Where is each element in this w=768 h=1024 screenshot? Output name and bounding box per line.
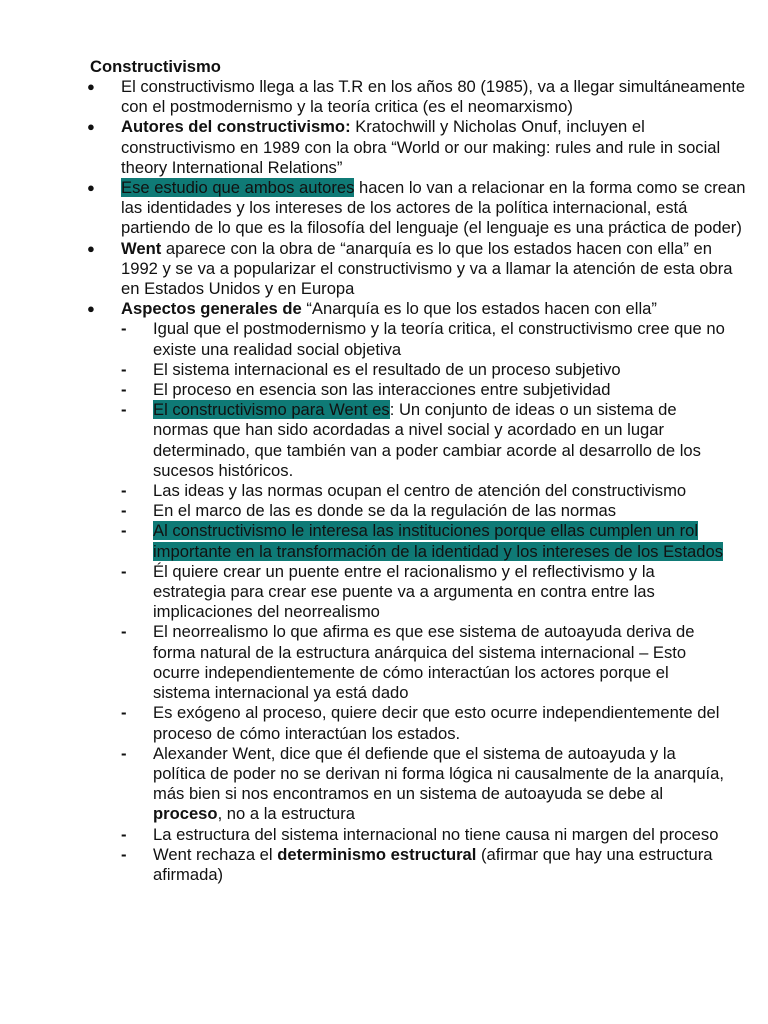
sub-item-text-end: (afirmar que hay una estructura afirmada) (153, 844, 713, 884)
sub-item-text: El proceso en esencia son las interacciones entre subjetividad (153, 380, 611, 400)
highlighted-text: Al constructivismo le interesa las instituciones porque ellas cumplen un rol importante en la transformación de la identidad y los intereses de los Estados (153, 521, 724, 561)
sub-item-text: : Un conjunto de ideas o un sistema de normas que han sido acordadas a nivel social y acordado en un lugar determinado, que también van a poder cambiar acorde al desarrollo de los sucesos históricos. (153, 400, 701, 480)
sub-list-item (0, 360, 748, 380)
sub-item-text: Las ideas y las normas ocupan el centro de atención del constructivismo (153, 481, 687, 501)
dash-icon: - (121, 359, 127, 379)
sub-list-item (0, 622, 748, 703)
page-title: Constructivismo (90, 57, 221, 76)
bullet-icon: ● (87, 79, 95, 94)
sub-item-text: Igual que el postmodernismo y la teoría critica, el constructivismo cree que no existe una realidad social objetiva (153, 319, 725, 359)
dash-icon: - (121, 622, 127, 642)
sub-list (121, 319, 748, 885)
sub-item-text: En el marco de las es donde se da la regulación de las normas (153, 501, 617, 521)
dash-icon: - (121, 481, 127, 501)
bullet-list (0, 77, 768, 885)
sub-item-text-end: , no a la estructura (217, 804, 355, 824)
dash-icon: - (121, 703, 127, 723)
sub-item-text: Él quiere crear un puente entre el racionalismo y el reflectivismo y la estrategia para crear ese puente va a argumenta en contra entre las implicaciones del neorrealismo (153, 561, 655, 622)
dash-icon: - (121, 380, 127, 400)
bullet-icon: ● (87, 240, 95, 256)
sub-list-item (0, 501, 748, 521)
sub-list-item (0, 845, 748, 885)
sub-item-text: El sistema internacional es el resultado de un proceso subjetivo (153, 359, 621, 379)
list-item (0, 239, 768, 300)
sub-list-item (0, 744, 748, 825)
bullet-icon: ● (87, 301, 95, 317)
list-item (0, 77, 768, 117)
dash-icon: - (121, 521, 127, 541)
dash-icon: - (121, 743, 127, 763)
dash-icon: - (121, 561, 127, 581)
highlighted-text: El constructivismo para Went es (153, 400, 390, 420)
highlighted-text: Ese estudio que ambos autores (121, 178, 355, 198)
item-text: El constructivismo llega a las T.R en los años 80 (1985), va a llegar simultáneamente con el postmodernismo y la teoría critica (es el neomarxismo) (121, 77, 746, 117)
dash-icon: - (121, 319, 127, 339)
sub-item-text: El neorrealismo lo que afirma es que ese sistema de autoayuda deriva de forma natural de la estructura anárquica del sistema internacional – Esto ocurre independientemente de cómo interactúan los actores porque el sistema internacional ya está dado (153, 622, 695, 703)
sub-item-text: Es exógeno al proceso, quiere decir que esto ocurre independientemente del proceso de cómo interactúan los estados. (153, 703, 720, 743)
sub-item-text: La estructura del sistema internacional no tiene causa ni margen del proceso (153, 824, 719, 844)
item-text: hacen lo van a relacionar en la forma como se crean las identidades y los intereses de los actores de la política internacional, está partiendo de lo que es la filosofía del lenguaje (el lenguaje es una práctica de poder) (121, 178, 746, 238)
dash-icon: - (121, 400, 127, 420)
sub-item-text: Alexander Went, dice que él defiende que el sistema de autoayuda y la política de poder no se derivan ni forma lógica ni causalmente de la anarquía, más bien si nos encontramos en un sistema de autoayuda se debe al (153, 743, 724, 804)
item-text: aparece con la obra de “anarquía es lo que los estados hacen con ella” en 1992 y se va a popularizar el constructivismo y va a llamar la atención de esta obra en Estados Unidos y en Europa (121, 238, 733, 299)
item-text: “Anarquía es lo que los estados hacen con ella” (301, 299, 657, 319)
bullet-icon: ● (87, 180, 95, 196)
list-item (0, 299, 768, 885)
sub-list-item (0, 380, 748, 400)
sub-list-item (0, 400, 748, 481)
sub-list-item (0, 521, 748, 561)
item-bold-text: Went (121, 238, 162, 258)
sub-list-item (0, 703, 748, 743)
sub-list-item (0, 562, 748, 623)
item-bold-text: Aspectos generales de (121, 299, 302, 319)
sub-list-item (0, 481, 748, 501)
list-item (0, 117, 768, 178)
item-text: Kratochwill y Nicholas Onuf, incluyen el constructivismo en 1989 con la obra “World or our making: rules and rule in social theory International Relations” (121, 117, 721, 177)
sub-list-item (0, 825, 748, 845)
dash-icon: - (121, 844, 127, 864)
dash-icon: - (121, 824, 127, 844)
sub-item-text: Went rechaza el (153, 844, 278, 864)
item-bold-text: Autores del constructivismo: (121, 117, 351, 137)
sub-item-bold-text: proceso (153, 804, 218, 824)
bullet-icon: ● (87, 119, 95, 135)
dash-icon: - (121, 501, 127, 521)
sub-item-bold-text: determinismo estructural (277, 844, 477, 864)
list-item (0, 178, 768, 239)
sub-list-item (0, 319, 748, 359)
